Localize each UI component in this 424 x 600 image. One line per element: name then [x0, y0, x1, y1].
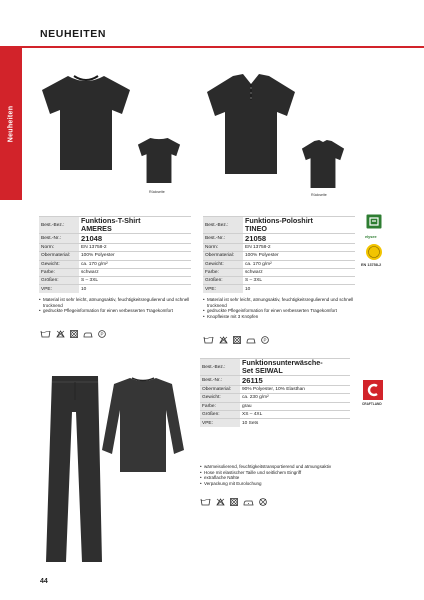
spec-value: schwarz: [79, 268, 191, 276]
product-name: Funktions-Poloshirt: [245, 216, 313, 226]
svg-text:P: P: [100, 331, 104, 337]
iron-icon: [246, 336, 256, 344]
spec-key: VPE:: [200, 419, 240, 427]
feature-item: • gedruckte Pflegeinformation für einen verbesserten Tragekomfort: [203, 308, 358, 314]
side-tab-label: Neuheiten: [7, 105, 15, 143]
no-tumble-dry-icon: [230, 498, 238, 506]
spec-key: Größen:: [203, 277, 243, 285]
iron-low-icon: [243, 498, 254, 506]
spec-key: Gewicht:: [200, 394, 240, 402]
tshirt-back-caption: Rückseite: [149, 190, 165, 194]
wash-40-icon: [203, 336, 214, 344]
polo-back-image: [300, 138, 346, 190]
norm-badge-text: EN 13758-2: [361, 263, 382, 267]
dry-clean-p-icon: [261, 336, 269, 344]
thermal-shirt-image: [98, 374, 188, 474]
spec-table-ameres: [39, 216, 191, 293]
care-symbols-seiwal: [200, 498, 267, 506]
spec-key: Größen:: [39, 277, 79, 285]
article-number: 21058: [243, 234, 355, 244]
article-number: 21048: [79, 234, 191, 244]
spec-value: ca. 170 g/m²: [243, 260, 355, 268]
page-title: NEUHEITEN: [40, 28, 107, 40]
feature-item: • Hose mit elastischer Taille und seitlichem Eingriff: [200, 470, 360, 476]
spec-value: 90% Polyester, 10% Elasthan: [240, 386, 350, 394]
elysee-logo-text: elysee: [365, 235, 377, 239]
spec-label: Best.-Bez.:: [39, 217, 79, 234]
spec-key: Gewicht:: [203, 260, 243, 268]
article-number: 26115: [240, 376, 350, 386]
spec-value: ca. 230 g/m²: [240, 394, 350, 402]
features-seiwal: [200, 464, 360, 486]
spec-table-seiwal: [200, 358, 350, 427]
spec-value: 100% Polyester: [79, 252, 191, 260]
iron-icon: [83, 330, 93, 338]
craftland-logo-text: CRAFTLAND: [362, 402, 382, 406]
spec-label: Best.-Bez.:: [200, 359, 240, 376]
spec-key: Farbe:: [200, 402, 240, 410]
feature-item: • Knopfleiste mit 3 Knöpfen: [203, 314, 358, 320]
spec-key: Norm:: [39, 244, 79, 252]
craftland-logo-icon: [363, 380, 383, 400]
no-bleach-icon: [56, 330, 65, 338]
title-rule: [0, 46, 424, 48]
spec-key: Obermaterial:: [203, 252, 243, 260]
feature-item: • Material ist sehr leicht, atmungsaktiv, feuchtigkeitsregulierend und schnell trocknend: [39, 297, 194, 308]
spec-key: Farbe:: [39, 268, 79, 276]
wash-40-icon: [200, 498, 211, 506]
dry-clean-p-icon: [98, 330, 106, 338]
spec-value: 100% Polyester: [243, 252, 355, 260]
spec-key: Best.-Nr.:: [203, 234, 243, 244]
tshirt-back-image: [136, 134, 182, 186]
polo-front-image: [203, 72, 299, 176]
feature-item: • extraflache Nähte: [200, 475, 360, 481]
spec-value: S – 3XL: [79, 277, 191, 285]
feature-item: • wärmeisolierend, feuchtigkeitstransportierend und atmungsaktiv: [200, 464, 360, 470]
no-bleach-icon: [216, 498, 225, 506]
product-model: Set SEIWAL: [242, 366, 283, 375]
product-name: Funktions-T-Shirt: [81, 216, 141, 226]
spec-key: Größen:: [200, 410, 240, 418]
no-dry-clean-icon: [259, 498, 267, 506]
spec-key: Best.-Nr.:: [200, 376, 240, 386]
spec-key: Obermaterial:: [39, 252, 79, 260]
care-symbols-ameres: [40, 330, 106, 338]
side-tab: [0, 48, 22, 200]
spec-key: VPE:: [39, 285, 79, 293]
product-model: TINEO: [245, 224, 267, 233]
feature-item: • gedruckte Pflegeinformation für einen verbesserten Tragekomfort: [39, 308, 194, 314]
features-ameres: [39, 297, 194, 314]
no-tumble-dry-icon: [233, 336, 241, 344]
elysee-logo-icon: [366, 214, 382, 234]
tshirt-front-image: [38, 72, 134, 172]
feature-item: • Material ist sehr leicht, atmungsaktiv, feuchtigkeitsregulierend und schnell trocknend: [203, 297, 358, 308]
spec-value: 10: [79, 285, 191, 293]
wash-40-icon: [40, 330, 51, 338]
product-name: Funktionsunterwäsche-: [242, 358, 323, 368]
product-model: AMERES: [81, 224, 112, 233]
spec-value: EN 13758-2: [243, 244, 355, 252]
spec-value: 10 Sets: [240, 419, 350, 427]
care-symbols-tineo: [203, 336, 269, 344]
features-tineo: [203, 297, 358, 319]
spec-value: S – 3XL: [243, 277, 355, 285]
spec-value: XS – 4XL: [240, 410, 350, 418]
spec-label: Best.-Bez.:: [203, 217, 243, 234]
spec-key: Farbe:: [203, 268, 243, 276]
polo-back-caption: Rückseite: [311, 193, 327, 197]
spec-value: ca. 170 g/m²: [79, 260, 191, 268]
page-number: 44: [40, 578, 48, 585]
feature-item: • Verpackung mit Eurolochung: [200, 481, 360, 487]
spec-key: Norm:: [203, 244, 243, 252]
spec-value: EN 13758-2: [79, 244, 191, 252]
spec-key: Gewicht:: [39, 260, 79, 268]
no-bleach-icon: [219, 336, 228, 344]
spec-key: Best.-Nr.:: [39, 234, 79, 244]
spec-table-tineo: [203, 216, 355, 293]
spec-value: 10: [243, 285, 355, 293]
spec-key: VPE:: [203, 285, 243, 293]
no-tumble-dry-icon: [70, 330, 78, 338]
spec-value: schwarz: [243, 268, 355, 276]
svg-text:P: P: [263, 337, 267, 343]
spec-key: Obermaterial:: [200, 386, 240, 394]
quality-seal-icon: [365, 243, 383, 261]
spec-value: grau: [240, 402, 350, 410]
